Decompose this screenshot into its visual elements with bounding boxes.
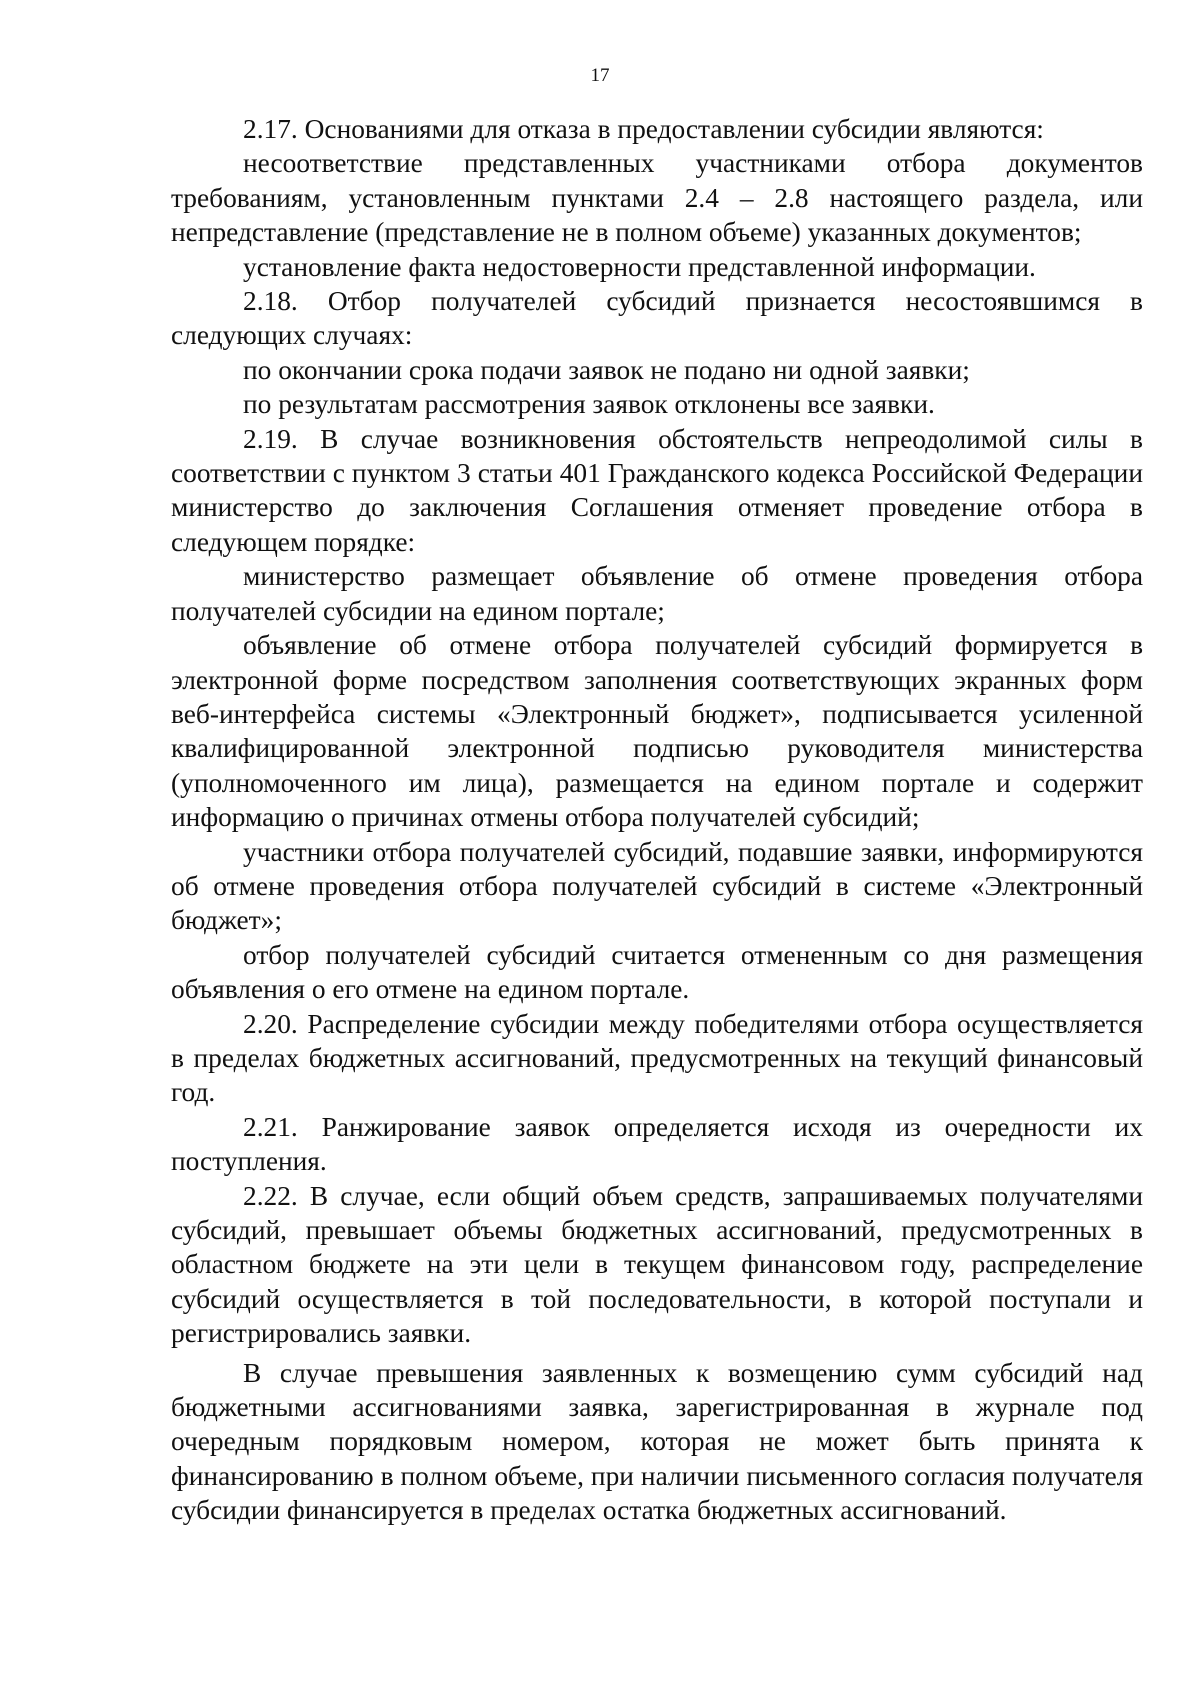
paragraph-excess-case: В случае превышения заявленных к возмещению сумм субсидий над бюджетными ассигнованиями заявка, зарегистрированная в журнале под очередным порядковым номером, которая не может быть принята к финансированию в полном объеме, при наличии письменного согласия получателя субсидии финансируется в пределах остатка бюджетных ассигнований. <box>171 1357 1143 1526</box>
paragraph-failed-case-2: по результатам рассмотрения заявок отклонены все заявки. <box>243 389 935 420</box>
paragraph-2-20: 2.20. Распределение субсидии между победителями отбора осуществляется в пределах бюджетных ассигнований, предусмотренных на текущий финансовый год. <box>171 1008 1143 1108</box>
paragraph-cancel-step-1: министерство размещает объявление об отмене проведения отбора получателей субсидии на едином портале; <box>171 561 1143 626</box>
paragraph-2-22: 2.22. В случае, если общий объем средств, запрашиваемых получателями субсидий, превышает объемы бюджетных ассигнований, предусмотренных в областном бюджете на эти цели в текущем финансовом году, распределение субсидий осуществляется в той последовательности, в которой поступали и регистрировались заявки. <box>171 1180 1143 1349</box>
paragraph-cancel-step-4: отбор получателей субсидий считается отмененным со дня размещения объявления о его отмене на едином портале. <box>171 939 1143 1005</box>
paragraph-failed-case-1: по окончании срока подачи заявок не подано ни одной заявки; <box>243 354 970 385</box>
page-number: 17 <box>590 65 610 86</box>
paragraph-2-18: 2.18. Отбор получателей субсидий признается несостоявшимся в следующих случаях: <box>171 286 1143 351</box>
paragraph-2-17: 2.17. Основаниями для отказа в предоставлении субсидии являются: <box>243 114 1044 144</box>
document-body <box>171 112 1143 1528</box>
paragraph-cancel-step-2: объявление об отмене отбора получателей субсидий формируется в электронной форме посредством заполнения соответствующих экранных форм веб-интерфейса системы «Электронный бюджет», подписывается усиленной квалифицированной электронной подписью руководителя министерства (уполномоченного им лица), размещается на едином портале и содержит информацию о причинах отмены отбора получателей субсидий; <box>171 630 1143 833</box>
paragraph-cancel-step-3: участники отбора получателей субсидий, подавшие заявки, информируются об отмене проведения отбора получателей субсидий в системе «Электронный бюджет»; <box>171 836 1143 936</box>
paragraph-2-19: 2.19. В случае возникновения обстоятельств непреодолимой силы в соответствии с пунктом 3 статьи 401 Гражданского кодекса Российской Федерации министерство до заключения Соглашения отменяет проведение отбора в следующем порядке: <box>171 423 1143 557</box>
paragraph-refusal-ground-1: несоответствие представленных участниками отбора документов требованиям, установленным пунктами 2.4 – 2.8 настоящего раздела, или непредставление (представление не в полном объеме) указанных документов; <box>171 148 1143 248</box>
paragraph-refusal-ground-2: установление факта недостоверности представленной информации. <box>243 251 1036 282</box>
paragraph-2-21: 2.21. Ранжирование заявок определяется исходя из очередности их поступления. <box>171 1111 1143 1177</box>
